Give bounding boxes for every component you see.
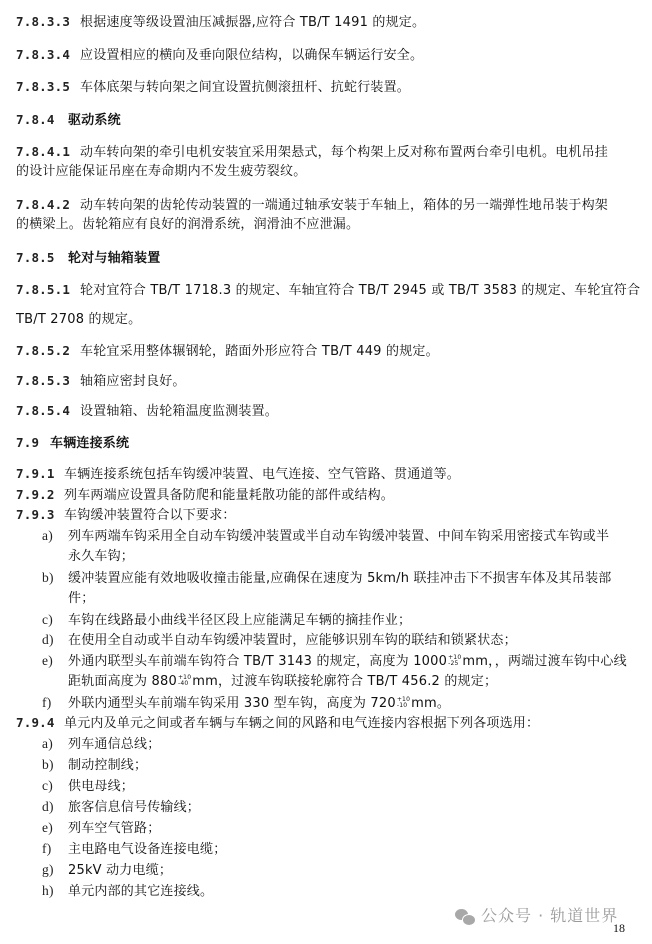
clause-number: 7.9.3 (16, 507, 55, 522)
clause-7-9-1 (16, 465, 460, 484)
clause-text-continued: 的设计应能保证吊座在寿命期内不发生疲劳裂纹。 (16, 164, 307, 179)
coupler-item-a-cont (68, 548, 134, 566)
clause-number: 7.8.3.5 (16, 79, 71, 94)
item-text: mm，，两端过渡车钩中心线 (462, 654, 627, 669)
connection-item-g (42, 861, 172, 880)
clause-text: 单元内及单元之间或者车辆与车辆之间的风路和电气连接内容根据下列各项选用： (64, 716, 540, 731)
section-heading-7-8-5 (16, 249, 160, 268)
clause-text: 车辆连接系统包括车钩缓冲装置、电气连接、空气管路、贯通道等。 (64, 467, 461, 482)
height-tolerance: +10 -40 (177, 673, 192, 687)
clause-7-9-3 (16, 506, 236, 525)
connection-item-e (42, 819, 160, 838)
clause-number: 7.8.4.2 (16, 197, 71, 212)
clause-text: 动车转向架的齿轮传动装置的一端通过轴承安装于车轴上，箱体的另一端弹性地吊装于构架 (80, 198, 609, 213)
clause-number: 7.8.5.3 (16, 373, 71, 388)
connection-item-c (42, 777, 134, 796)
item-label: b) (42, 570, 54, 585)
item-text: 外通内联型头车前端车钩符合 TB/T 3143 的规定，高度为 1000 (68, 654, 448, 669)
item-label: c) (42, 612, 53, 627)
clause-number: 7.9.4 (16, 715, 55, 730)
item-text: 列车两端车钩采用全自动车钩缓冲装置或半自动车钩缓冲装置、中间车钩采用密接式车钩或半 (68, 529, 610, 544)
clause-text: 轮对宜符合 TB/T 1718.3 的规定、车轴宜符合 TB/T 2945 或 TB/T 3583 的规定、车轮宜符合 (80, 283, 641, 298)
item-text: 列车空气管路； (68, 821, 161, 836)
clause-text: 列车两端应设置具备防爬和能量耗散功能的部件或结构。 (64, 488, 395, 503)
clause-7-8-5-1 (16, 281, 640, 300)
item-label: a) (42, 736, 53, 751)
watermark (455, 903, 618, 926)
section-number: 7.9 (16, 435, 40, 450)
clause-7-8-4-1 (16, 143, 608, 162)
item-text: 供电母线； (68, 779, 135, 794)
clause-text: 车钩缓冲装置符合以下要求： (64, 508, 236, 523)
clause-number: 7.8.4.1 (16, 144, 71, 159)
clause-text-continued: 的横梁上。齿轮箱应有良好的润滑系统，润滑油不应泄漏。 (16, 217, 360, 232)
item-label: f) (42, 695, 52, 710)
connection-item-a (42, 735, 160, 754)
item-label: f) (42, 841, 52, 856)
clause-text: 应设置相应的横向及垂向限位结构，以确保车辆运行安全。 (80, 48, 424, 63)
height-tolerance: +10 -25 (448, 653, 462, 667)
connection-item-f (42, 840, 226, 859)
item-text: 外联内通型头车前端车钩采用 330 型车钩，高度为 720 (68, 696, 396, 711)
clause-7-8-5-4 (16, 402, 278, 421)
clause-text: 车轮宜采用整体辗钢轮，踏面外形应符合 TB/T 449 的规定。 (80, 344, 439, 359)
item-text: 制动控制线； (68, 758, 148, 773)
item-text: 旅客信息信号传输线； (68, 800, 201, 815)
item-label: a) (42, 528, 53, 543)
clause-7-8-3-3 (16, 13, 425, 32)
section-title: 驱动系统 (68, 113, 121, 128)
item-label: h) (42, 883, 54, 898)
clause-7-9-4 (16, 714, 539, 733)
connection-item-d (42, 798, 200, 817)
coupler-item-c (42, 611, 411, 630)
section-heading-7-9 (16, 434, 129, 453)
item-text-continued: 件； (68, 591, 95, 606)
item-label: g) (42, 862, 54, 877)
section-title: 轮对与轴箱装置 (68, 251, 161, 266)
clause-7-8-5-1-cont (16, 311, 141, 329)
item-text: 缓冲装置应能有效地吸收撞击能量,应确保在速度为 5km/h 联挂冲击下不损害车体及其吊装部 (68, 571, 612, 586)
section-number: 7.8.5 (16, 250, 55, 265)
clause-7-8-5-3 (16, 372, 186, 391)
item-label: d) (42, 799, 54, 814)
section-heading-7-8-4 (16, 111, 121, 130)
item-label: d) (42, 632, 54, 647)
item-text-continued: 永久车钩； (68, 549, 135, 564)
coupler-item-d (42, 631, 517, 650)
clause-number: 7.8.5.4 (16, 403, 71, 418)
clause-text: 根据速度等级设置油压减振器,应符合 TB/T 1491 的规定。 (80, 15, 426, 30)
item-text: 列车通信总线； (68, 737, 161, 752)
item-label: e) (42, 820, 53, 835)
clause-text: 动车转向架的牵引电机安装宜采用架悬式，每个构架上反对称布置两台牵引电机。电机吊挂 (80, 145, 609, 160)
clause-number: 7.9.2 (16, 487, 55, 502)
clause-number: 7.8.3.4 (16, 47, 71, 62)
item-text: 主电路电气设备连接电缆； (68, 842, 227, 857)
clause-7-8-3-5 (16, 78, 410, 97)
coupler-item-b-cont (68, 590, 94, 608)
connection-item-h (42, 882, 213, 901)
clause-number: 7.8.5.2 (16, 343, 71, 358)
clause-7-8-4-1-cont (16, 163, 306, 181)
clause-number: 7.9.1 (16, 466, 55, 481)
item-text: mm。 (411, 696, 451, 711)
item-label: e) (42, 653, 53, 668)
coupler-item-e-cont (68, 673, 497, 691)
clause-7-8-4-2-cont (16, 216, 359, 234)
clause-number: 7.8.5.1 (16, 282, 71, 297)
item-label: c) (42, 778, 53, 793)
clause-number: 7.8.3.3 (16, 14, 71, 29)
item-text: 单元内部的其它连接线。 (68, 884, 214, 899)
clause-7-8-4-2 (16, 196, 608, 215)
item-label: b) (42, 757, 54, 772)
height-tolerance: +10 -10 (396, 695, 411, 709)
clause-text: 设置轴箱、齿轮箱温度监测装置。 (80, 404, 279, 419)
item-text-continued: 距轨面高度为 880 (68, 674, 177, 689)
coupler-item-b (42, 569, 611, 588)
item-text: 在使用全自动或半自动车钩缓冲装置时，应能够识别车钩的联结和锁紧状态； (68, 633, 517, 648)
coupler-item-a (42, 527, 609, 546)
coupler-item-e (42, 652, 627, 671)
clause-text: 轴箱应密封良好。 (80, 374, 186, 389)
clause-7-8-5-2 (16, 342, 439, 361)
clause-text-continued: TB/T 2708 的规定。 (16, 312, 142, 327)
connection-item-b (42, 756, 147, 775)
section-number: 7.8.4 (16, 112, 55, 127)
item-text: 25kV 动力电缆； (68, 863, 173, 878)
clause-text: 车体底架与转向架之间宜设置抗侧滚扭杆、抗蛇行装置。 (80, 80, 411, 95)
coupler-item-f (42, 694, 450, 713)
item-text: 车钩在线路最小曲线半径区段上应能满足车辆的摘挂作业； (68, 613, 412, 628)
page-number: 18 (613, 921, 625, 935)
clause-7-8-3-4 (16, 46, 423, 65)
wechat-icon (455, 909, 475, 925)
watermark-text: 公众号 · 轨道世界 (481, 906, 619, 925)
section-title: 车辆连接系统 (50, 436, 130, 451)
item-text-continued: mm，过渡车钩联接轮廓符合 TB/T 456.2 的规定； (192, 674, 498, 689)
clause-7-9-2 (16, 486, 394, 505)
